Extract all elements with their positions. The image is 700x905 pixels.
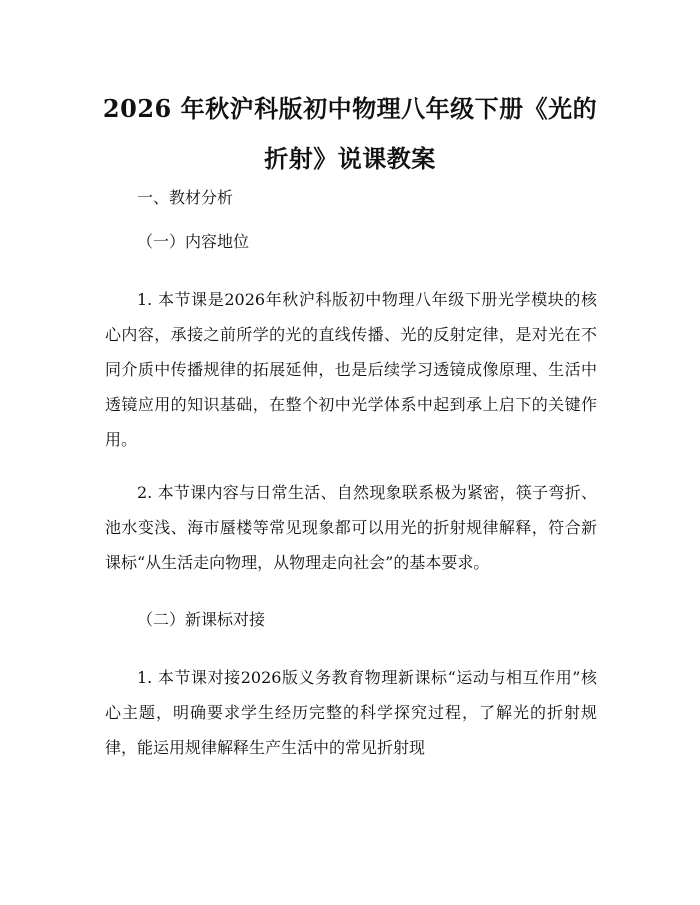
section-heading-textbook-analysis: 一、教材分析	[137, 188, 234, 207]
document-title	[96, 84, 604, 184]
paragraph-1: 1. 本节课是2026年秋沪科版初中物理八年级下册光学模块的核心内容，承接之前所学的光的直线传播、光的反射定律，是对光在不同介质中传播规律的拓展延伸，也是后续学习透镜成像原理、生活中透镜应用的知识基础，在整个初中光学体系中起到承上启下的关键作用。	[105, 290, 597, 449]
paragraph-3: 1. 本节课对接2026版义务教育物理新课标“运动与相互作用”核心主题，明确要求学生经历完整的科学探究过程，了解光的折射规律，能运用规律解释生产生活中的常见折射现	[105, 668, 597, 757]
document-body	[105, 186, 597, 765]
title-line-1: 2026 年秋沪科版初中物理八年级下册《光的	[102, 94, 598, 123]
title-line-2: 折射》说课教案	[264, 144, 436, 173]
paragraph-2: 2. 本节课内容与日常生活、自然现象联系极为紧密，筷子弯折、池水变浅、海市蜃楼等常见现象都可以用光的折射规律解释，符合新课标“从生活走向物理，从物理走向社会”的基本要求。	[105, 483, 597, 572]
subsection-heading-content-position: （一）内容地位	[137, 232, 250, 251]
subsection-heading-curriculum-alignment: （二）新课标对接	[137, 610, 266, 629]
